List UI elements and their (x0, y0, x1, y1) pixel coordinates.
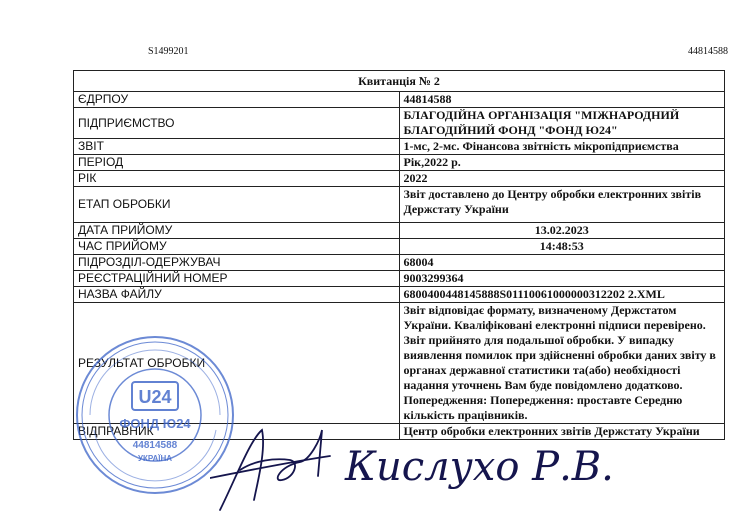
row-value-date: 13.02.2023 (399, 223, 725, 239)
row-label-enterprise: ПІДПРИЄМСТВО (74, 108, 400, 139)
row-value-report: 1-мс, 2-мс. Фінансова звітність мікропідприємства (399, 139, 725, 155)
row-label-result: РЕЗУЛЬТАТ ОБРОБКИ (74, 303, 400, 424)
row-label-date: ДАТА ПРИЙОМУ (74, 223, 400, 239)
row-label-period: ПЕРІОД (74, 155, 400, 171)
row-value-registration: 9003299364 (399, 271, 725, 287)
row-value-department: 68004 (399, 255, 725, 271)
row-label-report: ЗВІТ (74, 139, 400, 155)
row-value-period: Рік,2022 р. (399, 155, 725, 171)
row-value-time: 14:48:53 (399, 239, 725, 255)
row-value-result: Звіт відповідає формату, визначеному Держстатом України. Кваліфіковані електронні підписи перевірено. Звіт прийнято для подальшої обробки. У випадку виявлення помилок при здійсненні обробки даних звіту в органах державної статистики та(або) необхідності надання уточнень Вам буде повідомлено додатково. Попередження: Попередження: проставте Середню кількість працівників. (399, 303, 725, 424)
row-value-year: 2022 (399, 171, 725, 187)
document-code: S1499201 (148, 46, 189, 57)
row-value-edrpou: 44814588 (399, 92, 725, 108)
row-label-department: ПІДРОЗДІЛ-ОДЕРЖУВАЧ (74, 255, 400, 271)
row-label-stage: ЕТАП ОБРОБКИ (74, 187, 400, 223)
row-value-enterprise: БЛАГОДІЙНА ОРГАНІЗАЦІЯ "МІЖНАРОДНИЙ БЛАГОДІЙНИЙ ФОНД "ФОНД Ю24" (399, 108, 725, 139)
row-value-stage: Звіт доставлено до Центру обробки електронних звітів Держстату України (399, 187, 725, 223)
row-label-edrpou: ЄДРПОУ (74, 92, 400, 108)
row-label-filename: НАЗВА ФАЙЛУ (74, 287, 400, 303)
receipt-title: Квитанція № 2 (74, 71, 725, 92)
row-value-sender: Центр обробки електронних звітів Держстату України (399, 424, 725, 440)
receipt-table (73, 70, 725, 440)
stamp-center-text: ФОНД Ю24 (119, 416, 191, 431)
signature-text: Кислухо Р.В. (345, 444, 614, 490)
row-label-registration: РЕЄСТРАЦІЙНИЙ НОМЕР (74, 271, 400, 287)
stamp-code-text: 44814588 (132, 440, 178, 451)
stamp-logo-text: U24 (138, 387, 172, 407)
stamp-country-text: УКРАЇНА (137, 454, 173, 463)
row-label-sender: ВІДПРАВНИК (74, 424, 400, 440)
edrpou-code-header: 44814588 (688, 46, 728, 57)
row-value-filename: 6800400448145888S01110061000000312202 2.XML (399, 287, 725, 303)
row-label-year: РІК (74, 171, 400, 187)
row-label-time: ЧАС ПРИЙОМУ (74, 239, 400, 255)
